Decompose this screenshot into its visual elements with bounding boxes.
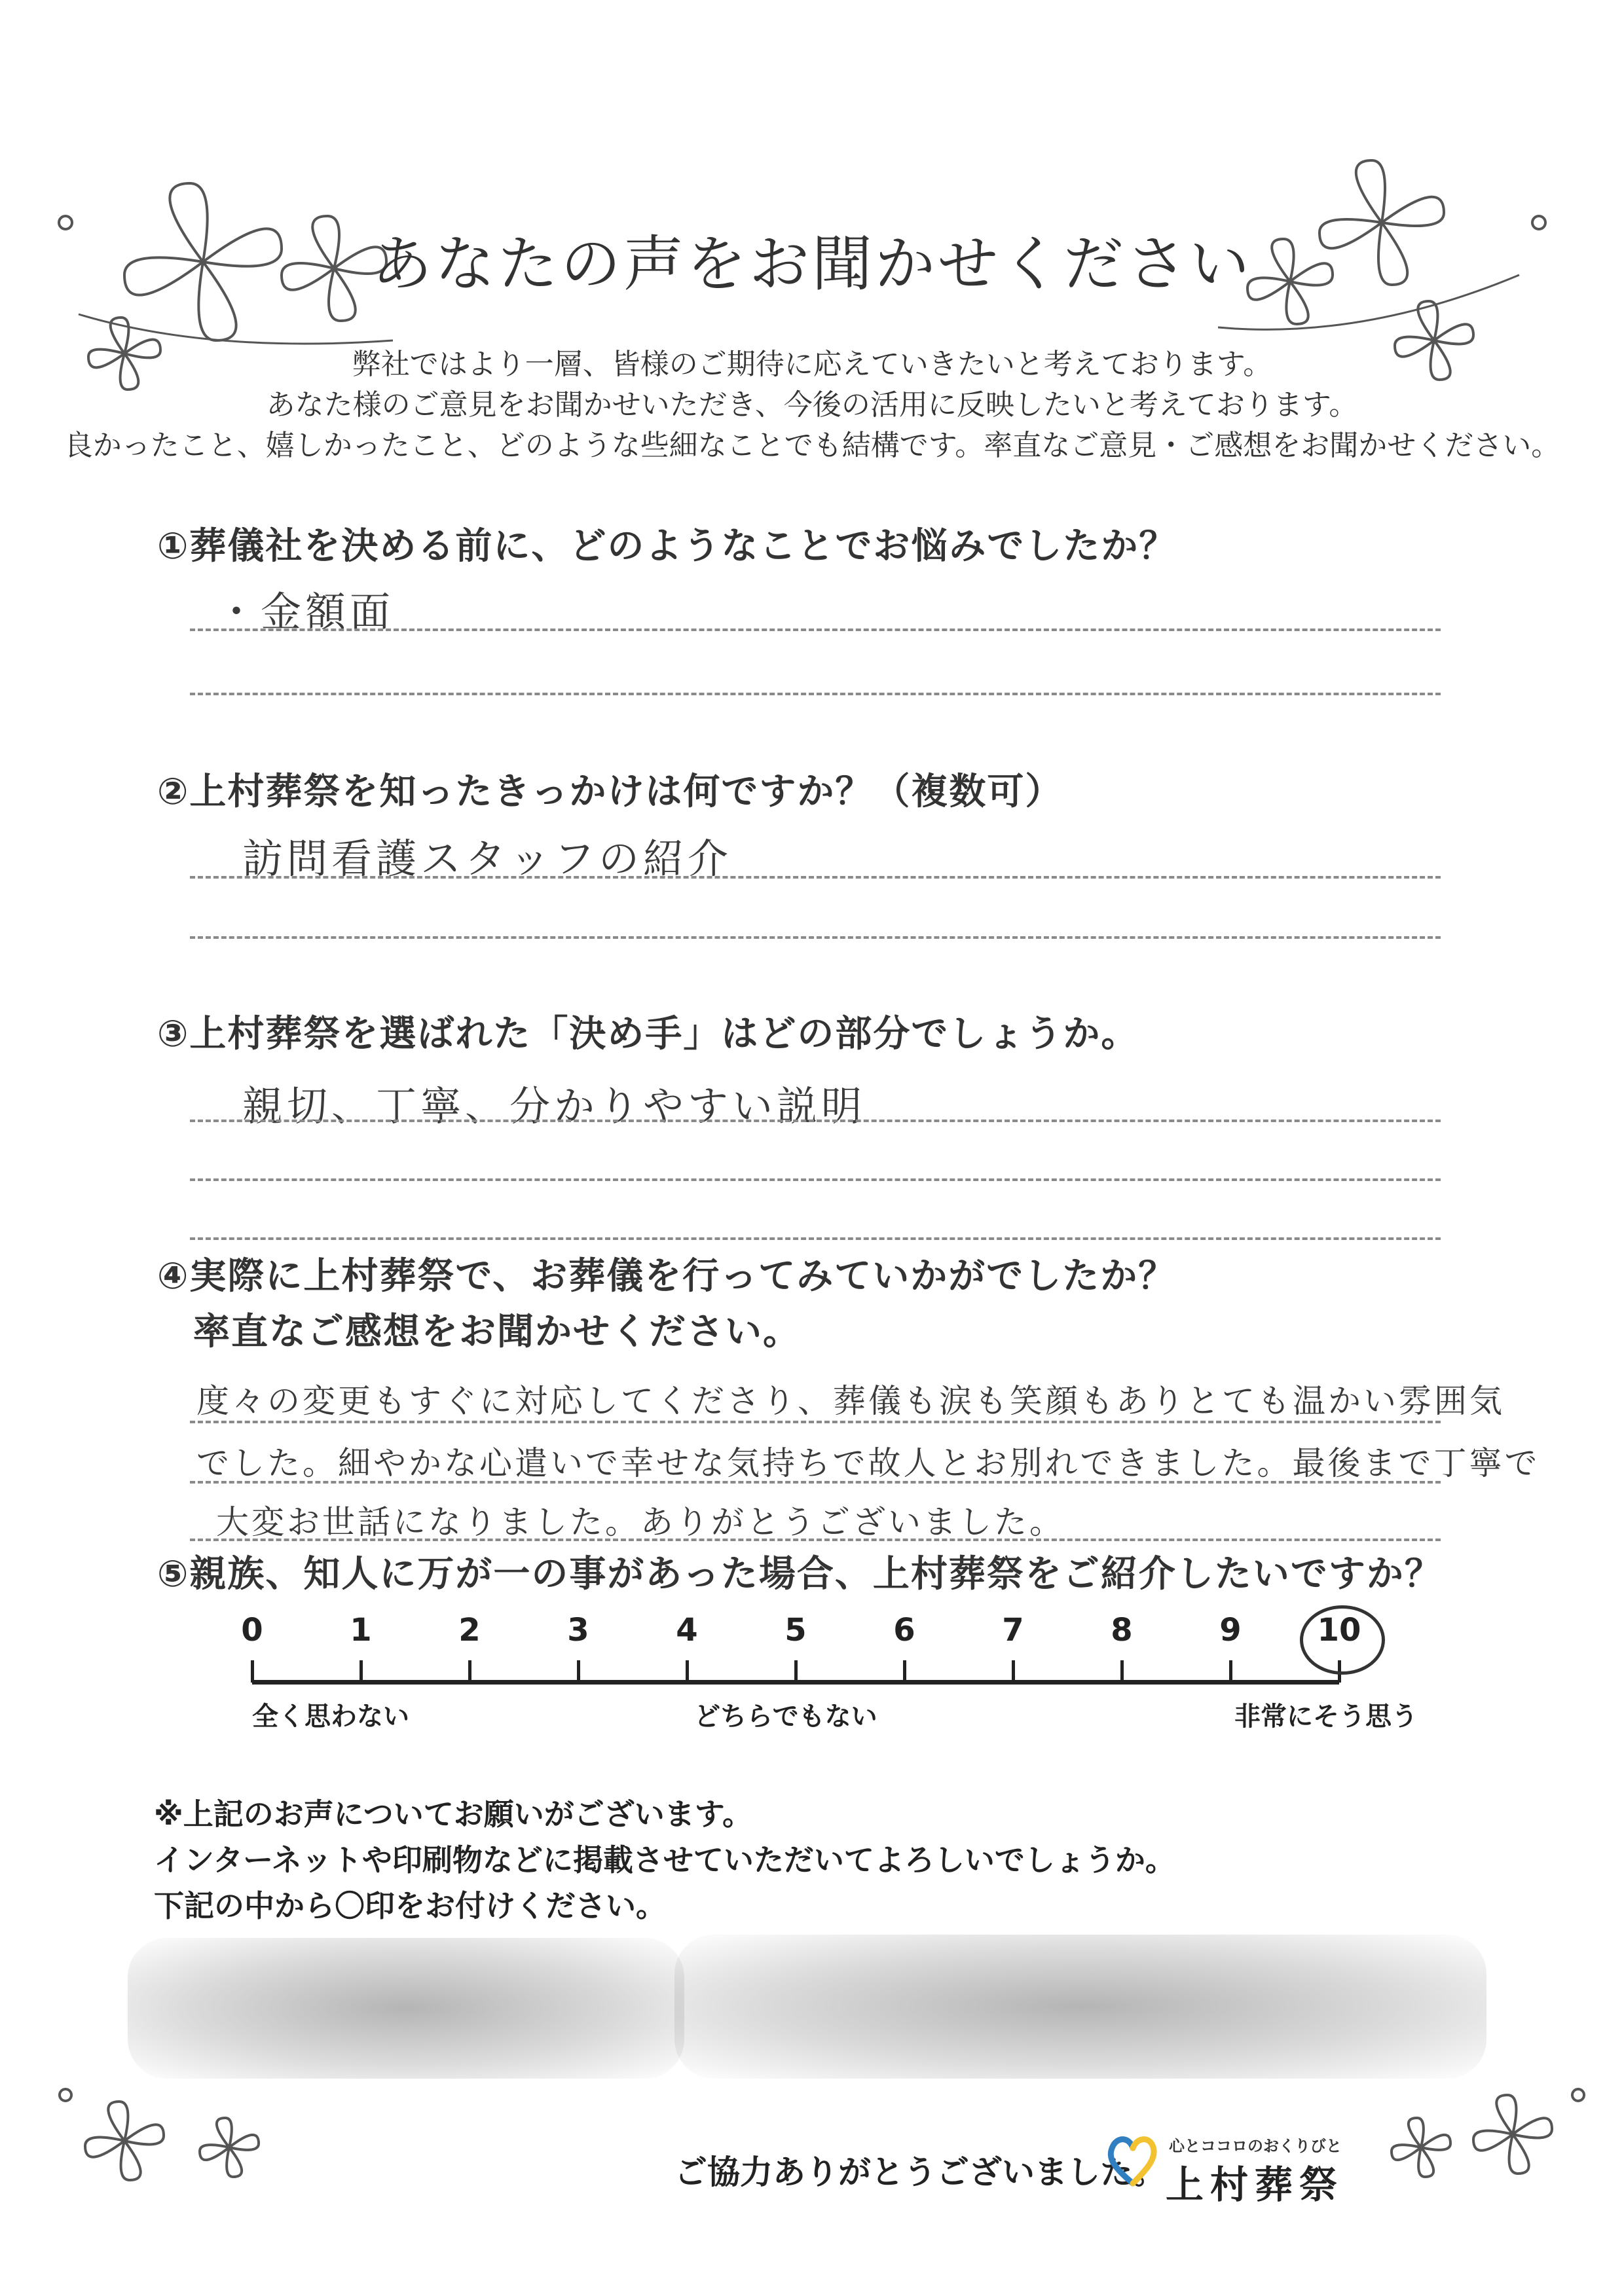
- scale-number-8: 8: [1111, 1612, 1133, 1649]
- answer-line: [190, 876, 1441, 879]
- scale-label-high: 非常にそう思う: [1234, 1702, 1418, 1732]
- question-5-label: ⑤親族、知人に万が一の事があった場合、上村葬祭をご紹介したいですか？: [157, 1553, 1443, 1595]
- answer-line: [190, 936, 1441, 939]
- question-2-answer: 訪問看護スタッフの紹介: [242, 835, 733, 883]
- answer-line: [190, 1421, 1441, 1423]
- heart-logo-icon: [1107, 2131, 1159, 2190]
- brand-name: 上村葬祭: [1166, 2162, 1344, 2207]
- clover-decoration-bottom-left: [46, 2069, 282, 2226]
- scale-tick: [251, 1660, 254, 1683]
- intro-line-3: 良かったこと、嬉しかったこと、どのような些細なことでも結構です。率直なご意見・ご感想をお聞かせください。: [64, 429, 1560, 462]
- scale-number-6: 6: [893, 1612, 915, 1649]
- scale-tick: [794, 1660, 798, 1683]
- answer-line: [190, 1120, 1441, 1122]
- thanks-message: ご協力ありがとうございました。: [674, 2153, 1166, 2191]
- scale-number-10: 10: [1317, 1612, 1361, 1649]
- question-1-label: ①葬儀社を決める前に、どのようなことでお悩みでしたか？: [157, 525, 1177, 568]
- scale-tick: [1120, 1660, 1124, 1683]
- redacted-area-right: [674, 1935, 1486, 2079]
- answer-line: [190, 1178, 1441, 1181]
- scale-number-0: 0: [241, 1612, 263, 1649]
- scale-label-low: 全く思わない: [252, 1702, 409, 1732]
- question-4-label: ④実際に上村葬祭で、お葬儀を行ってみていかがでしたか？: [157, 1255, 1177, 1298]
- answer-line: [190, 1481, 1441, 1484]
- scale-tick: [360, 1660, 363, 1683]
- notice-line-1: ※上記のお声についてお願いがございます。: [154, 1796, 753, 1832]
- answer-line: [190, 1237, 1441, 1240]
- scale-tick: [686, 1660, 689, 1683]
- scale-number-5: 5: [784, 1612, 807, 1649]
- notice-line-3: 下記の中から〇印をお付けください。: [154, 1888, 666, 1923]
- question-4-answer-line-2: でした。細やかな心遣いで幸せな気持ちで故人とお別れできました。最後まで丁寧で: [196, 1444, 1540, 1482]
- scale-number-3: 3: [567, 1612, 589, 1649]
- scale-number-4: 4: [676, 1612, 698, 1649]
- scale-tick: [1012, 1660, 1015, 1683]
- page-title: あなたの声をお聞かせください: [371, 229, 1252, 299]
- question-4-answer-line-1: 度々の変更もすぐに対応してくださり、葬儀も涙も笑顔もありとても温かい雰囲気: [196, 1382, 1505, 1420]
- answer-line: [190, 1539, 1441, 1541]
- scale-tick: [468, 1660, 471, 1683]
- clover-decoration-bottom-right: [1362, 2069, 1598, 2226]
- scale-tick: [577, 1660, 580, 1683]
- scale-number-1: 1: [350, 1612, 372, 1649]
- answer-line: [190, 629, 1441, 631]
- scale-tick: [903, 1660, 906, 1683]
- question-3-label: ③上村葬祭を選ばれた「決め手」はどの部分でしょうか。: [157, 1013, 1139, 1055]
- redacted-area-left: [128, 1938, 684, 2079]
- brand-tagline: 心とココロのおくりびと: [1169, 2137, 1342, 2155]
- intro-line-1: 弊社ではより一層、皆様のご期待に応えていきたいと考えております。: [352, 348, 1272, 381]
- question-4-label-line2: 率直なご感想をお聞かせください。: [193, 1311, 801, 1353]
- scale-number-2: 2: [458, 1612, 481, 1649]
- question-3-answer: 親切、丁寧、分かりやすい説明: [242, 1082, 866, 1130]
- question-1-answer: ・金額面: [216, 588, 395, 636]
- scale-label-mid: どちらでもない: [694, 1702, 877, 1732]
- scale-tick: [1229, 1660, 1232, 1683]
- scale-number-7: 7: [1002, 1612, 1024, 1649]
- question-4-answer-line-3: 大変お世話になりました。ありがとうございました。: [216, 1503, 1065, 1541]
- question-2-label: ②上村葬祭を知ったきっかけは何ですか？（複数可）: [157, 771, 1063, 813]
- answer-line: [190, 693, 1441, 695]
- selected-score-circle: [1300, 1605, 1385, 1675]
- scale-number-9: 9: [1219, 1612, 1242, 1649]
- notice-line-2: インターネットや印刷物などに掲載させていただいてよろしいでしょうか。: [154, 1842, 1175, 1878]
- intro-line-2: あなた様のご意見をお聞かせいただき、今後の活用に反映したいと考えております。: [266, 388, 1358, 422]
